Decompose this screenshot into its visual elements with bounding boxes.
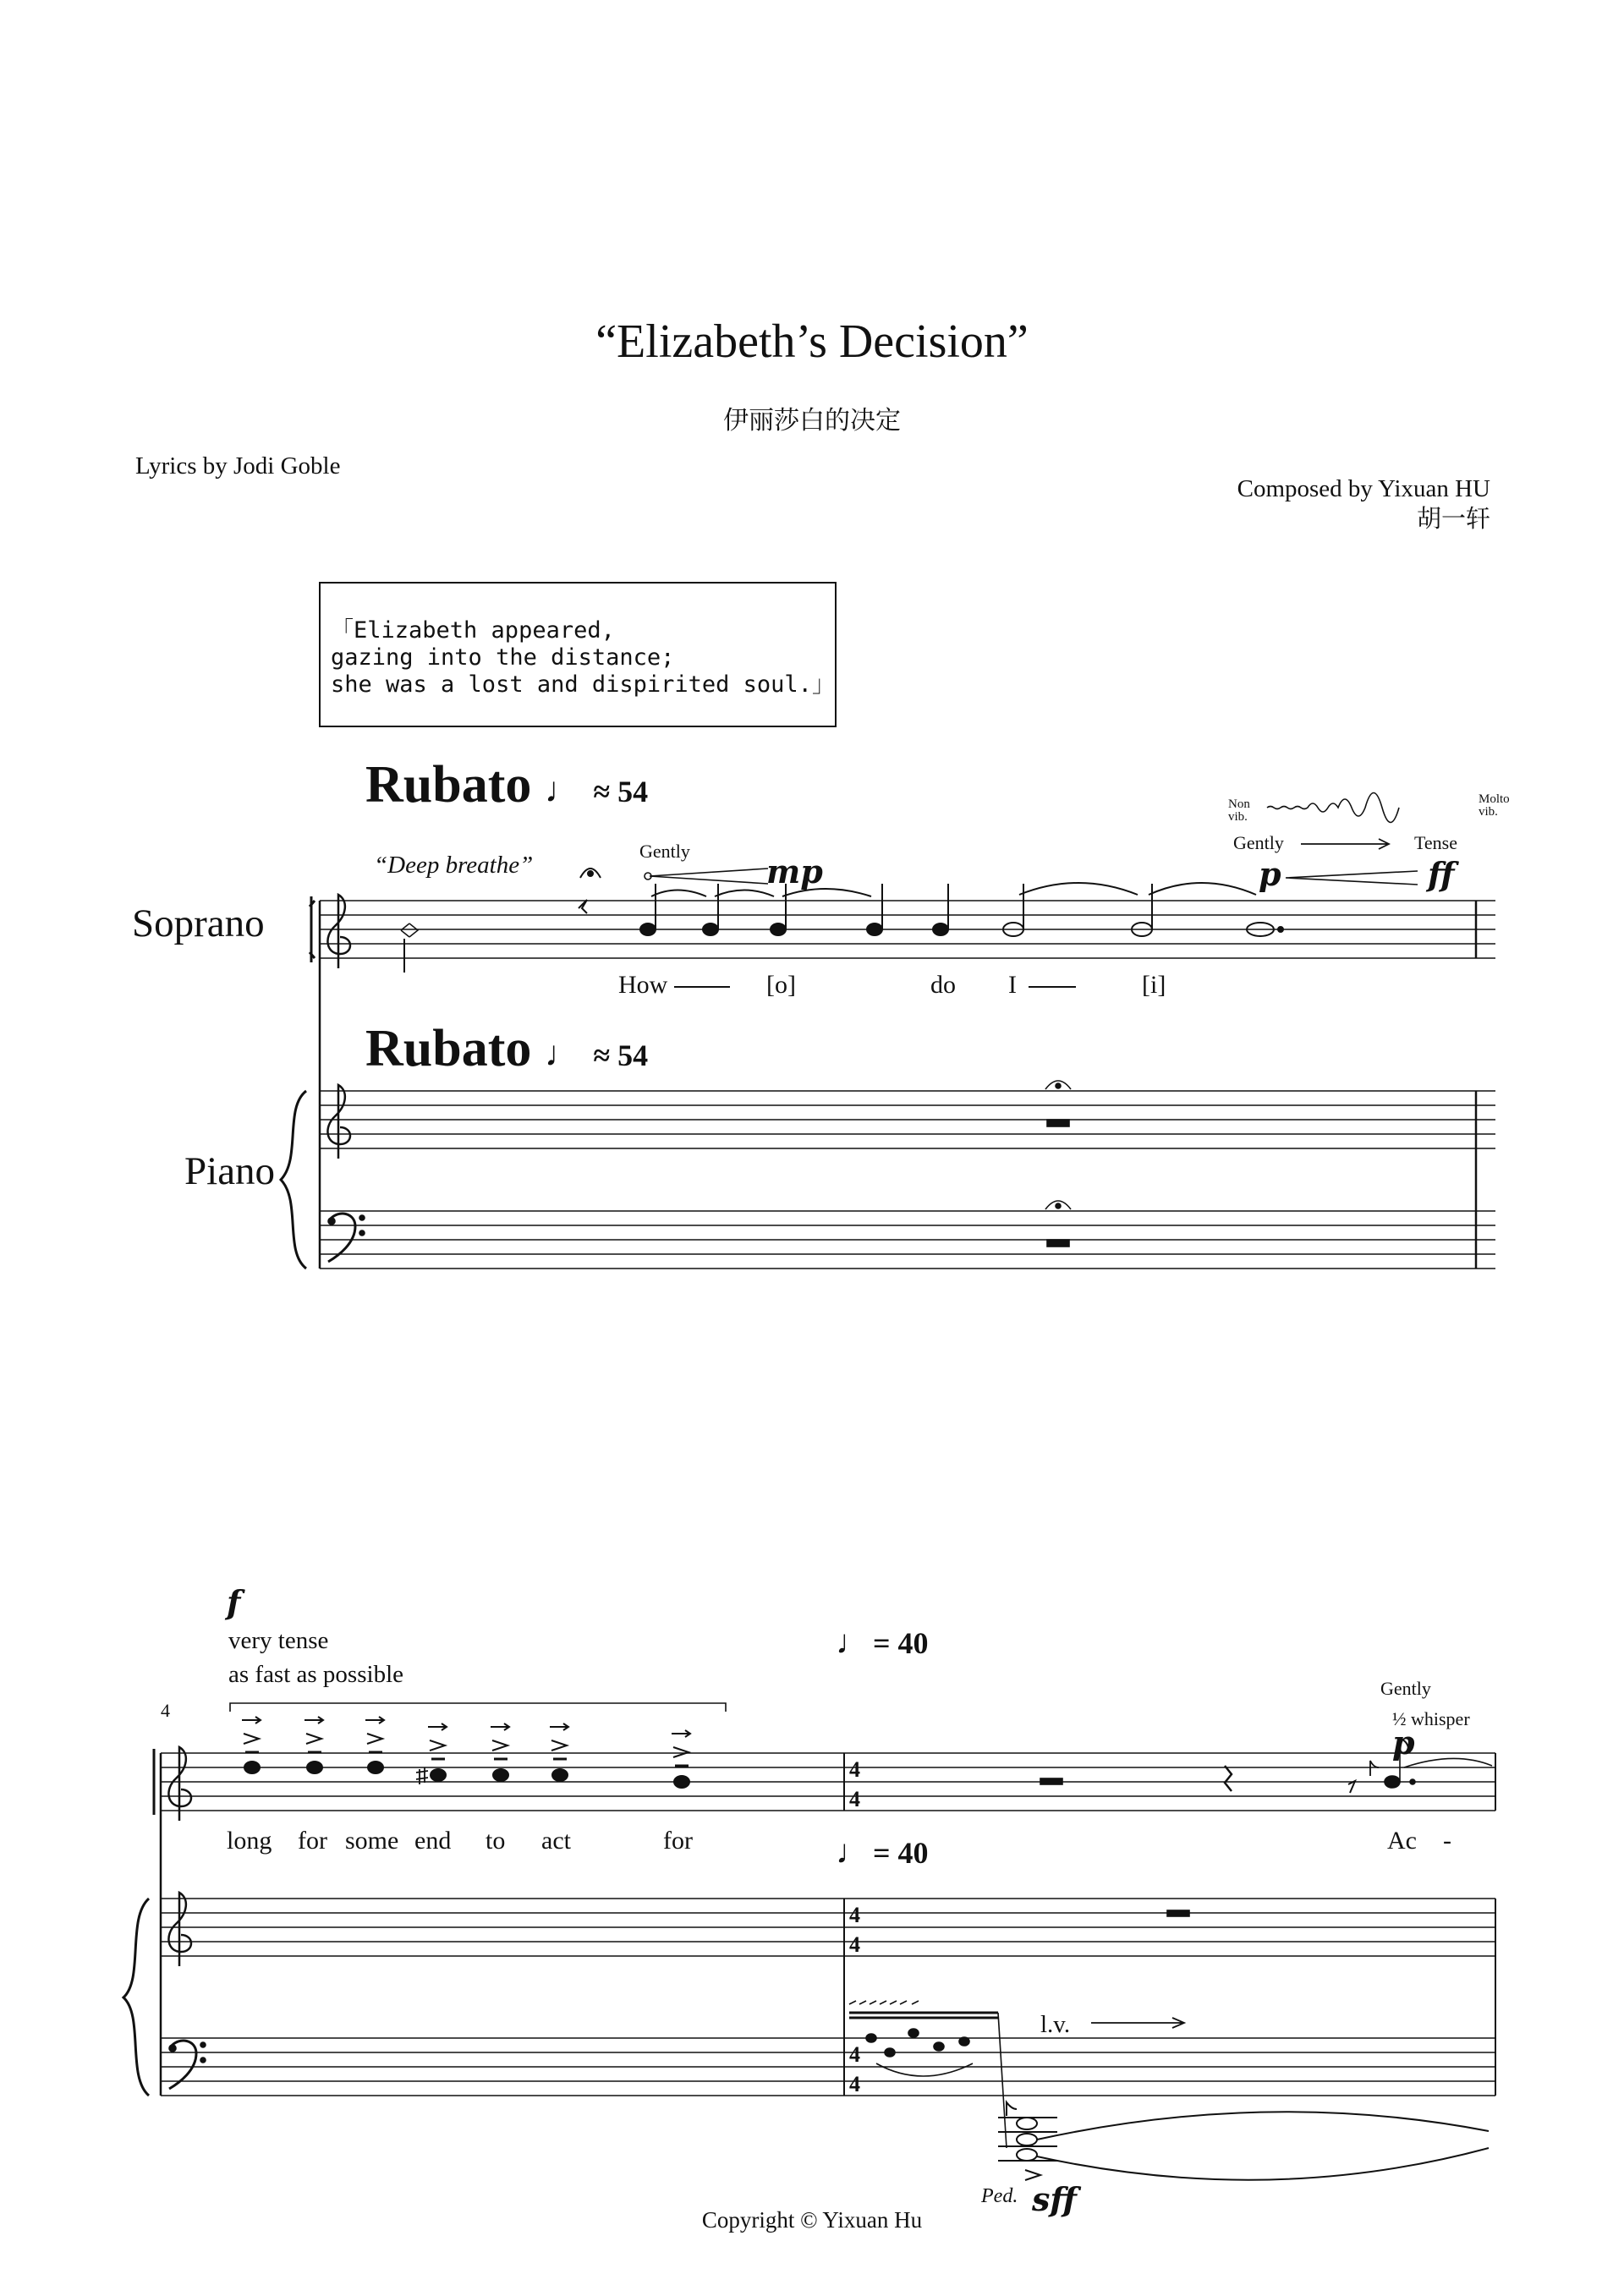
dynamic-mp: mp [766,852,823,890]
soprano-notes-2 [242,1717,690,1788]
svg-text:4: 4 [849,1932,860,1957]
expression-gently-2: Gently [1233,832,1284,853]
svg-text:4: 4 [849,2042,860,2067]
svg-text:4: 4 [849,1787,860,1811]
composer-native-name: 胡一轩 [1416,506,1490,534]
treble-clef-icon [327,895,350,968]
soprano-notes-1 [401,883,1283,973]
expression-gently-3: Gently [1380,1678,1431,1699]
expression-fast: as fast as possible [228,1661,403,1688]
dynamic-f: f [227,1583,241,1621]
composer-name: Composed by Yixuan HU [1237,475,1490,502]
lyric-syllable: for [663,1827,693,1855]
lyric-syllable: [i] [1142,971,1166,999]
non-vib-text: Non [1228,797,1250,811]
lyric-syllable: I [1008,971,1017,999]
svg-text:4: 4 [849,2072,860,2096]
piano-bass-staff-1 [320,1211,1495,1269]
lyric-syllable: to [486,1827,506,1855]
quarter-note-icon: ♩ [836,1833,870,1871]
expression-gently: Gently [639,841,690,862]
svg-text:4: 4 [849,1903,860,1927]
lyric-hyphen: - [1443,1827,1451,1855]
lyric-syllable: do [930,971,956,999]
soprano-staff-1 [320,901,1495,958]
tempo-value: ≈ 54 [593,775,649,808]
expression-very-tense: very tense [228,1627,329,1654]
treble-clef-icon [168,1747,191,1821]
piano-treble-staff-1 [320,1091,1495,1148]
low-chord [998,2102,1489,2180]
tempo-word: Rubato [365,756,532,814]
measure-number: 4 [161,1700,170,1721]
piano-bass-staff-2 [161,2038,1495,2096]
lyric-syllable: long [227,1827,272,1855]
treble-clef-icon [327,1085,350,1159]
tempo-word: Rubato [365,1020,532,1077]
dynamic-sff: sff [1032,2180,1077,2218]
breath-note: “Deep breathe” [374,852,534,879]
lyricist-credit: Lyrics by Jodi Goble [135,452,341,479]
svg-text:4: 4 [849,1757,860,1782]
pedal-marking: Ped. [981,2185,1018,2207]
tempo-value: = 40 [873,1626,929,1660]
lyric-syllable: [o] [766,971,796,999]
page-subtitle: 伊丽莎白的决定 [723,407,901,435]
lyric-syllable: act [541,1827,571,1855]
instrument-label-piano: Piano [184,1149,276,1193]
laissez-vibrer: l.v. [1040,2011,1071,2038]
lyric-syllable: end [414,1827,452,1855]
lyric-syllable: How [618,971,668,999]
grace-note-flourish [849,2001,1007,2148]
non-vib-text2: vib. [1228,810,1248,824]
molto-vib-text2: vib. [1479,805,1498,819]
molto-vib-text: Molto [1479,792,1510,806]
soprano-staff-2 [161,1753,1495,1811]
dynamic-p: p [1259,855,1281,893]
expression-tense: Tense [1414,832,1457,853]
fermata-icon [580,869,601,878]
instrument-label-soprano: Soprano [132,901,265,945]
dynamic-ff: ff [1428,855,1455,893]
quarter-note-icon: ♩ [544,771,580,810]
story-box: 「Elizabeth appeared, gazing into the distance; she was a lost and dispirited soul.」 [319,582,837,727]
lyric-syllable: for [298,1827,327,1855]
expression-whisper: ½ whisper [1392,1708,1470,1729]
page-title: “Elizabeth’s Decision” [595,315,1029,368]
lyric-syllable: some [345,1827,399,1855]
quarter-note-icon: ♩ [544,1035,580,1074]
treble-clef-icon [168,1893,191,1966]
quarter-note-icon: ♩ [836,1623,870,1661]
tempo-value: ≈ 54 [593,1038,649,1072]
tempo-value: = 40 [873,1836,929,1870]
lyric-syllable: Ac [1387,1827,1417,1855]
piano-treble-staff-2 [161,1899,1495,1956]
dynamic-p-2: p [1392,1723,1415,1762]
copyright: Copyright © Yixuan Hu [701,2207,923,2233]
